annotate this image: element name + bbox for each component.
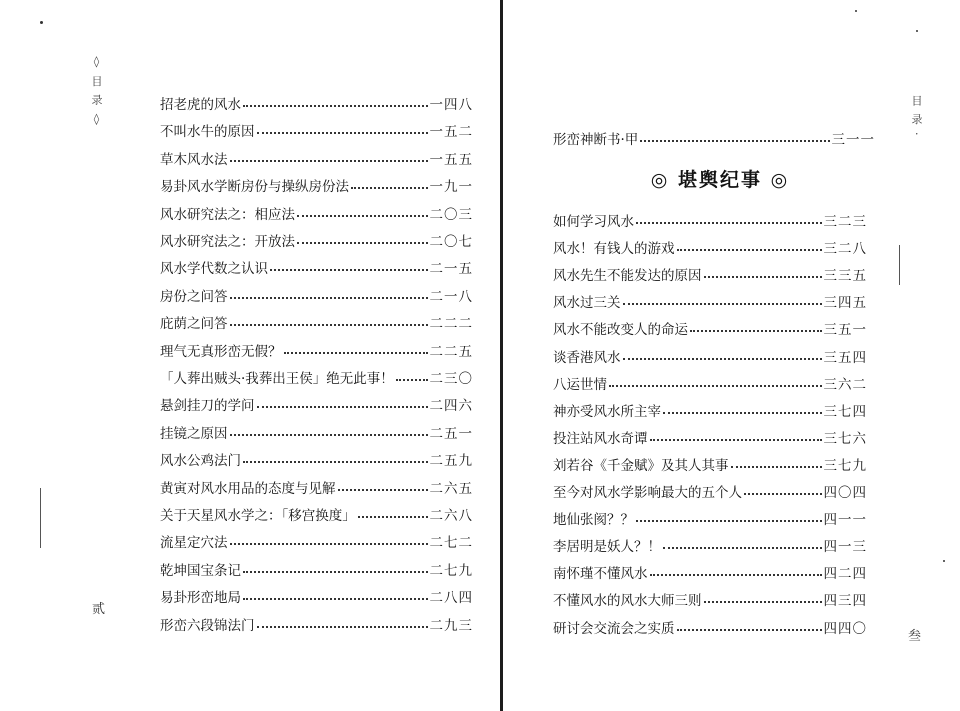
toc-entry-title: 风水！有钱人的游戏 [553,241,675,258]
toc-entry[interactable] [160,149,473,171]
toc-entry-title: 形峦六段锦法门 [160,617,255,634]
toc-entry-page: 三五一 [823,322,867,339]
toc-entry-title: 八运世情 [553,376,607,393]
toc-entry-title: 理气无真形峦无假？ [160,343,282,360]
toc-entry-title: 易卦风水学断房份与操纵房份法 [160,179,349,196]
leader-dots [677,618,822,631]
toc-entry-page: 四〇四 [823,485,867,501]
toc-entry-page: 三三五 [823,268,867,285]
toc-entry[interactable] [553,211,867,233]
leader-dots [297,231,428,244]
paper-speck [916,30,918,32]
toc-entry[interactable] [160,341,473,363]
toc-entry[interactable] [160,313,473,335]
leader-dots [257,395,428,408]
leader-dots [704,590,822,603]
leader-dots [243,560,428,573]
leader-dots [690,319,822,332]
toc-entry[interactable] [553,374,867,396]
leader-dots [284,341,428,354]
leader-dots [351,176,428,189]
leader-dots [230,313,428,326]
toc-entry-page: 二四六 [429,398,473,415]
leader-dots [297,204,428,217]
margin-mark [40,488,41,548]
leader-dots [731,455,822,468]
toc-entry-page: 一五二 [429,124,473,141]
toc-entry-page: 三二三 [823,214,867,230]
toc-entry-page: 二六五 [429,480,473,497]
toc-entry[interactable] [160,94,473,116]
toc-entry-title: 地仙张阂？？ [553,512,634,529]
toc-entry-page: 一四八 [429,97,473,113]
leader-dots [230,532,428,545]
leader-dots [270,258,428,271]
toc-entry-title: 风水不能改变人的命运 [553,322,688,339]
toc-entry[interactable] [160,258,473,280]
toc-entry[interactable] [553,618,867,640]
toc-entry-title: 刘若谷《千金赋》及其人其事 [553,457,729,474]
toc-entry-title: 房份之问答 [160,288,228,305]
toc-entry-title: 风水先生不能发达的原因 [553,268,702,285]
toc-entry[interactable] [553,292,867,314]
leader-dots [663,536,822,549]
leader-dots [650,428,822,441]
toc-entry[interactable] [553,509,867,531]
paper-speck [943,560,945,562]
toc-entry[interactable] [553,455,867,477]
toc-entry-title: 风水学代数之认识 [160,261,268,278]
toc-entry-title: 形峦神断书·甲 [553,132,639,148]
toc-entry-title: 招老虎的风水 [160,97,241,113]
toc-entry[interactable] [553,265,867,287]
toc-entry-title: 如何学习风水 [553,214,634,230]
leader-dots [636,509,822,522]
toc-entry-page: 三二八 [823,241,867,258]
toc-entry-title: 李居明是妖人？！ [553,539,661,556]
toc-entry-page: 三六二 [823,376,867,393]
toc-entry-page: 二八四 [429,590,473,607]
leader-dots [358,505,428,518]
right-folio: 叁 [908,629,922,644]
toc-entry-title: 乾坤国宝条记 [160,562,241,579]
toc-entry-page: 二七九 [429,562,473,579]
toc-entry-page: 二二二 [429,316,473,333]
leader-dots [230,149,428,162]
leader-dots [243,450,428,463]
toc-entry[interactable] [553,536,867,558]
toc-entry[interactable] [160,560,473,582]
toc-entry-page: 三七九 [823,457,867,474]
toc-entry[interactable] [553,482,867,504]
toc-entry-page: 一五五 [429,151,473,168]
toc-entry-title: 风水公鸡法门 [160,453,241,470]
toc-entry-page: 三七六 [823,430,867,447]
leader-dots [338,478,428,491]
toc-entry-page: 二三〇 [429,371,473,387]
leader-dots [257,121,428,134]
leader-dots [663,401,822,414]
leader-dots [257,615,428,628]
toc-entry-title: 风水研究法之：相应法 [160,206,295,223]
toc-entry-title: 关于天星风水学之：「移宫换度」 [160,508,356,524]
toc-entry-title: 研讨会交流会之实质 [553,620,675,637]
toc-entry[interactable] [553,319,867,341]
toc-entry-page: 二九三 [429,617,473,634]
toc-entry[interactable] [160,505,473,527]
toc-entry-page: 四四〇 [823,620,867,637]
toc-entry-page: 二五九 [429,453,473,470]
toc-entry[interactable] [553,590,867,612]
toc-entry-title: 「人葬出贼头·我葬出王侯」绝无此事！ [160,371,394,387]
leader-dots [230,286,428,299]
toc-entry-title: 不懂风水的风水大师三则 [553,593,702,610]
toc-entry-title: 挂镜之原因 [160,425,228,442]
leader-dots [623,347,822,360]
toc-entry[interactable] [160,286,473,308]
toc-entry[interactable] [553,347,867,369]
toc-entry-page: 二一五 [429,261,473,278]
toc-entry-title: 悬剑挂刀的学问 [160,398,255,415]
toc-entry-title: 流星定穴法 [160,535,228,552]
leader-dots [704,265,822,278]
toc-entry-title: 易卦形峦地局 [160,590,241,607]
toc-entry[interactable] [160,176,473,198]
toc-entry-page: 二二五 [429,343,473,360]
toc-entry[interactable] [553,238,867,260]
toc-entry-title: 投注站风水奇谭 [553,430,648,447]
toc-entry-page: 三一一 [831,132,875,148]
toc-entry-title: 至今对风水学影响最大的五个人 [553,485,742,501]
leader-dots [640,129,829,142]
toc-entry-title: 黄寅对风水用品的态度与见解 [160,480,336,497]
toc-entry-title: 草木风水法 [160,151,228,168]
toc-entry-page: 四三四 [823,593,867,610]
paper-speck [855,10,857,12]
leader-dots [243,94,428,107]
paper-speck [40,21,43,24]
toc-entry[interactable] [160,204,473,226]
leader-dots [623,292,822,305]
toc-entry-title: 南怀瑾不懂风水 [553,566,648,583]
leader-dots [677,238,822,251]
toc-entry[interactable] [160,615,473,637]
toc-entry[interactable] [160,368,473,390]
leader-dots [609,374,822,387]
toc-entry[interactable] [160,121,473,143]
toc-entry[interactable] [160,423,473,445]
toc-entry[interactable] [160,231,473,253]
toc-entry-title: 神亦受风水所主宰 [553,403,661,420]
section-heading: ◎ 堪舆纪事 ◎ [650,169,790,191]
toc-entry-first[interactable] [553,129,875,151]
toc-entry-page: 四一一 [823,512,867,529]
toc-entry-title: 不叫水牛的原因 [160,124,255,141]
toc-entry-page: 二五一 [429,425,473,442]
right-side-header: 目 录 · [910,95,923,138]
toc-entry-title: 庇荫之问答 [160,316,228,333]
toc-entry-page: 三七四 [823,403,867,420]
toc-entry-title: 风水研究法之：开放法 [160,234,295,250]
toc-entry-page: 二〇七 [429,234,473,250]
toc-entry[interactable] [160,395,473,417]
toc-entry[interactable] [553,401,867,423]
toc-entry[interactable] [160,587,473,609]
toc-entry-title: 风水过三关 [553,295,621,312]
toc-entry[interactable] [553,428,867,450]
leader-dots [650,563,822,576]
toc-entry-page: 二六八 [429,508,473,524]
toc-entry-page: 二七二 [429,535,473,552]
toc-entry-page: 一九一 [429,179,473,196]
left-folio: 贰 [92,602,106,617]
leader-dots [230,423,428,436]
toc-entry-page: 三五四 [823,349,867,366]
margin-mark [899,245,900,285]
leader-dots [243,587,428,600]
toc-entry-page: 二〇三 [429,206,473,223]
left-side-header: ◊ 目 录 ◊ [90,55,103,128]
toc-entry-page: 四二四 [823,566,867,583]
toc-entry[interactable] [160,532,473,554]
leader-dots [636,211,822,224]
toc-entry[interactable] [160,450,473,472]
toc-entry-page: 三四五 [823,295,867,312]
toc-entry[interactable] [553,563,867,585]
leader-dots [744,482,822,495]
toc-entry-title: 谈香港风水 [553,349,621,366]
toc-entry[interactable] [160,478,473,500]
leader-dots [396,368,428,381]
toc-entry-page: 二一八 [429,288,473,305]
toc-entry-page: 四一三 [823,539,867,556]
